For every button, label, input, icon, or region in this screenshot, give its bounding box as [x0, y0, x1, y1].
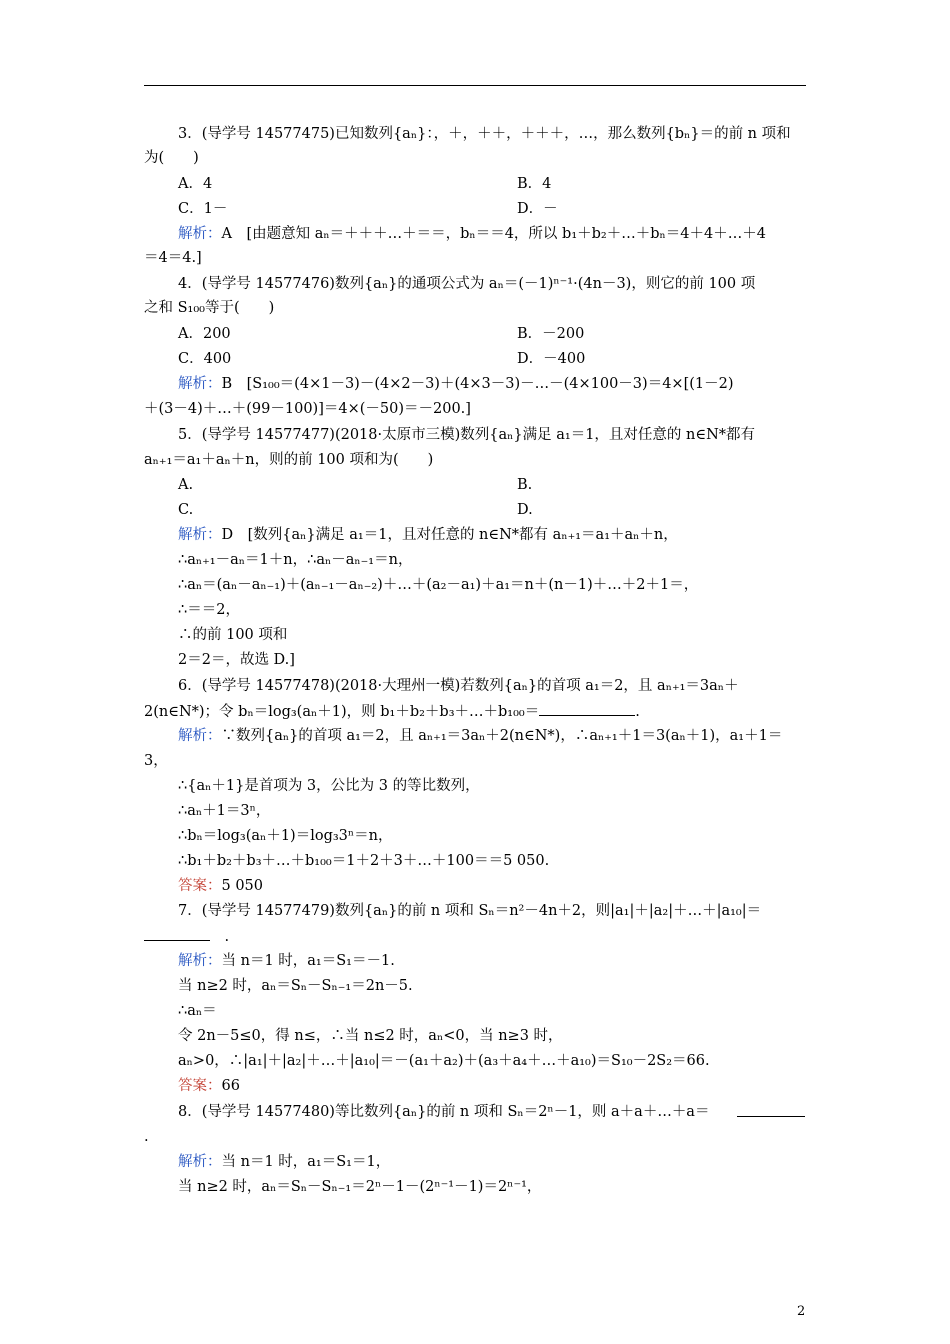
q6-line-2: [144, 701, 640, 722]
q3-option-c: [178, 199, 227, 219]
line-text: D．－400: [517, 351, 586, 367]
q8-line-2: [144, 1127, 149, 1147]
solution-label: 解析：: [178, 226, 222, 242]
q4-option-d: [517, 349, 585, 369]
line-text: 当 n≥2 时，aₙ＝Sₙ－Sₙ₋₁＝2ⁿ－1－(2ⁿ⁻¹－1)＝2ⁿ⁻¹，: [178, 1179, 542, 1195]
header-rule: [144, 85, 806, 86]
q5-solution-1: [178, 525, 678, 545]
line-text: 66: [221, 1078, 240, 1094]
line-text: ∵数列{aₙ}的首项 a₁＝2，且 aₙ₊₁＝3aₙ＋2(n∈N*)，∴aₙ₊₁＋1＝3(aₙ＋1)，a₁＋1＝: [221, 728, 783, 744]
line-text: 3．(导学号 14577475)已知数列{aₙ}：，＋，＋＋，＋＋＋，…，那么数列{bₙ}＝的前 n 项和: [178, 126, 791, 142]
line-text: C．400: [178, 351, 232, 367]
q5-line-2: [144, 450, 433, 470]
line-text: 5．(导学号 14577477)(2018·太原市三模)数列{aₙ}满足 a₁＝1，且对任意的 n∈N*都有: [178, 427, 756, 443]
q7-line-2: [144, 926, 229, 947]
q6-solution-1: [178, 726, 782, 746]
answer-label: 答案：: [178, 878, 222, 894]
q7-solution-1: [178, 951, 395, 971]
line-text: 3，: [144, 753, 168, 769]
line-text: 当 n≥2 时，aₙ＝Sₙ－Sₙ₋₁＝2n－5.: [178, 978, 413, 994]
q6-solution-6: [178, 851, 549, 871]
line-text: 为( ): [144, 150, 199, 166]
line-text: B [S₁₀₀＝(4×1－3)－(4×2－3)＋(4×3－3)－…－(4×100－3)＝4×[(1－2): [221, 376, 734, 392]
line-text: 8．(导学号 14577480)等比数列{aₙ}的前 n 项和 Sₙ＝2ⁿ－1，则 a＋a＋…＋a＝: [178, 1104, 710, 1120]
q4-option-b: [517, 324, 584, 344]
line-text: A．200: [178, 326, 231, 342]
q8-solution-1: [178, 1152, 390, 1172]
line-text: ＝4＝4.]: [144, 250, 202, 266]
line-text: C.: [178, 502, 194, 518]
q4-solution-2: [144, 399, 471, 419]
line-text: A [由题意知 aₙ＝＋＋＋…＋＝＝，bₙ＝＝4，所以 b₁＋b₂＋…＋bₙ＝4＋4＋…＋4: [221, 226, 766, 242]
answer-blank: [539, 701, 635, 716]
q6-answer: [178, 876, 263, 896]
line-text: ∴的前 100 项和: [178, 627, 288, 643]
line-text: A．4: [178, 176, 213, 192]
line-text: C．1－: [178, 201, 228, 217]
line-text: ∴bₙ＝log₃(aₙ＋1)＝log₃3ⁿ＝n，: [178, 828, 393, 844]
line-text: D.: [517, 502, 533, 518]
q8-solution-2: [178, 1177, 541, 1197]
line-text: ∴{aₙ＋1}是首项为 3，公比为 3 的等比数列，: [178, 778, 480, 794]
q3-option-b: [517, 174, 551, 194]
q6-solution-3: [178, 776, 480, 796]
line-text: 2(n∈N*)；令 bₙ＝log₃(aₙ＋1)，则 b₁＋b₂＋b₃＋…＋b₁₀₀＝: [144, 704, 540, 720]
q5-option-d: [517, 500, 533, 520]
q6-solution-2: [144, 751, 168, 771]
solution-label: 解析：: [178, 1154, 222, 1170]
line-text: ∴aₙ₊₁－aₙ＝1＋n，∴aₙ－aₙ₋₁＝n，: [178, 552, 413, 568]
q7-solution-3: [178, 1001, 217, 1021]
line-text: ＋(3－4)＋…＋(99－100)]＝4×(－50)＝－200.]: [144, 401, 471, 417]
page-number: 2: [797, 1304, 806, 1319]
q5-option-b: [517, 475, 532, 495]
q4-line-1: [178, 274, 755, 294]
line-text: aₙ>0，∴|a₁|＋|a₂|＋…＋|a₁₀|＝－(a₁＋a₂)＋(a₃＋a₄＋…＋a₁₀)＝S₁₀－2S₂＝66.: [178, 1053, 710, 1069]
q6-solution-4: [178, 801, 270, 821]
q5-solution-2: [178, 550, 412, 570]
line-text: .: [210, 929, 230, 945]
q5-solution-5: [178, 625, 287, 645]
line-text: B．4: [517, 176, 552, 192]
line-text: .: [144, 1129, 149, 1145]
q4-solution-1: [178, 374, 734, 394]
line-text: .: [635, 704, 640, 720]
q5-line-1: [178, 425, 755, 445]
line-text: 2＝2＝，故选 D.]: [178, 652, 295, 668]
line-text: B.: [517, 477, 533, 493]
answer-label: 答案：: [178, 1078, 222, 1094]
q3-solution-2: [144, 248, 202, 268]
q5-option-a: [178, 475, 193, 495]
line-text: 6．(导学号 14577478)(2018·大理州一模)若数列{aₙ}的首项 a₁＝2，且 aₙ₊₁＝3aₙ＋: [178, 678, 739, 694]
q7-answer: [178, 1076, 240, 1096]
q7-line-1: [178, 901, 761, 921]
line-text: 之和 S₁₀₀等于( ): [144, 300, 275, 316]
line-text: ∴b₁＋b₂＋b₃＋…＋b₁₀₀＝1＋2＋3＋…＋100＝＝5 050.: [178, 853, 550, 869]
line-text: aₙ₊₁＝a₁＋aₙ＋n，则的前 100 项和为( ): [144, 452, 434, 468]
solution-label: 解析：: [178, 728, 222, 744]
line-text: 当 n＝1 时，a₁＝S₁＝1，: [221, 1154, 391, 1170]
q7-solution-2: [178, 976, 413, 996]
line-text: 5 050: [221, 878, 264, 894]
q8-answer-blank: [737, 1102, 805, 1123]
answer-blank: [144, 926, 210, 941]
line-text: A.: [178, 477, 194, 493]
q3-option-d: [517, 199, 558, 219]
solution-label: 解析：: [178, 376, 222, 392]
answer-blank: [737, 1102, 805, 1117]
q7-solution-4: [178, 1026, 563, 1046]
solution-label: 解析：: [178, 953, 222, 969]
q3-option-a: [178, 174, 212, 194]
q5-solution-4: [178, 600, 240, 620]
line-text: 令 2n－5≤0，得 n≤，∴当 n≤2 时，aₙ<0，当 n≥3 时，: [178, 1028, 563, 1044]
q6-line-1: [178, 676, 739, 696]
line-text: ∴aₙ＝: [178, 1003, 217, 1019]
q7-solution-5: [178, 1051, 710, 1071]
line-text: 4．(导学号 14577476)数列{aₙ}的通项公式为 aₙ＝(－1)ⁿ⁻¹·(4n－3)，则它的前 100 项: [178, 276, 756, 292]
q3-line-2: [144, 148, 199, 168]
line-text: ∴aₙ＋1＝3ⁿ，: [178, 803, 271, 819]
line-text: ∴＝＝2，: [178, 602, 240, 618]
line-text: 7．(导学号 14577479)数列{aₙ}的前 n 项和 Sₙ＝n²－4n＋2，则|a₁|＋|a₂|＋…＋|a₁₀|＝: [178, 903, 762, 919]
q5-solution-3: [178, 575, 698, 595]
line-text: ∴aₙ＝(aₙ－aₙ₋₁)＋(aₙ₋₁－aₙ₋₂)＋…＋(a₂－a₁)＋a₁＝n＋(n－1)＋…＋2＋1＝，: [178, 577, 699, 593]
q6-solution-5: [178, 826, 393, 846]
line-text: D．－: [517, 201, 558, 217]
q4-line-2: [144, 298, 274, 318]
q5-solution-6: [178, 650, 295, 670]
line-text: B．－200: [517, 326, 585, 342]
q5-option-c: [178, 500, 193, 520]
q3-solution-1: [178, 224, 766, 244]
line-text: 当 n＝1 时，a₁＝S₁＝－1.: [221, 953, 395, 969]
q4-option-a: [178, 324, 231, 344]
solution-label: 解析：: [178, 527, 222, 543]
q4-option-c: [178, 349, 231, 369]
q3-line-1: [178, 124, 791, 144]
q8-line-1: [178, 1102, 709, 1122]
line-text: D [数列{aₙ}满足 a₁＝1，且对任意的 n∈N*都有 aₙ₊₁＝a₁＋aₙ＋n，: [221, 527, 678, 543]
